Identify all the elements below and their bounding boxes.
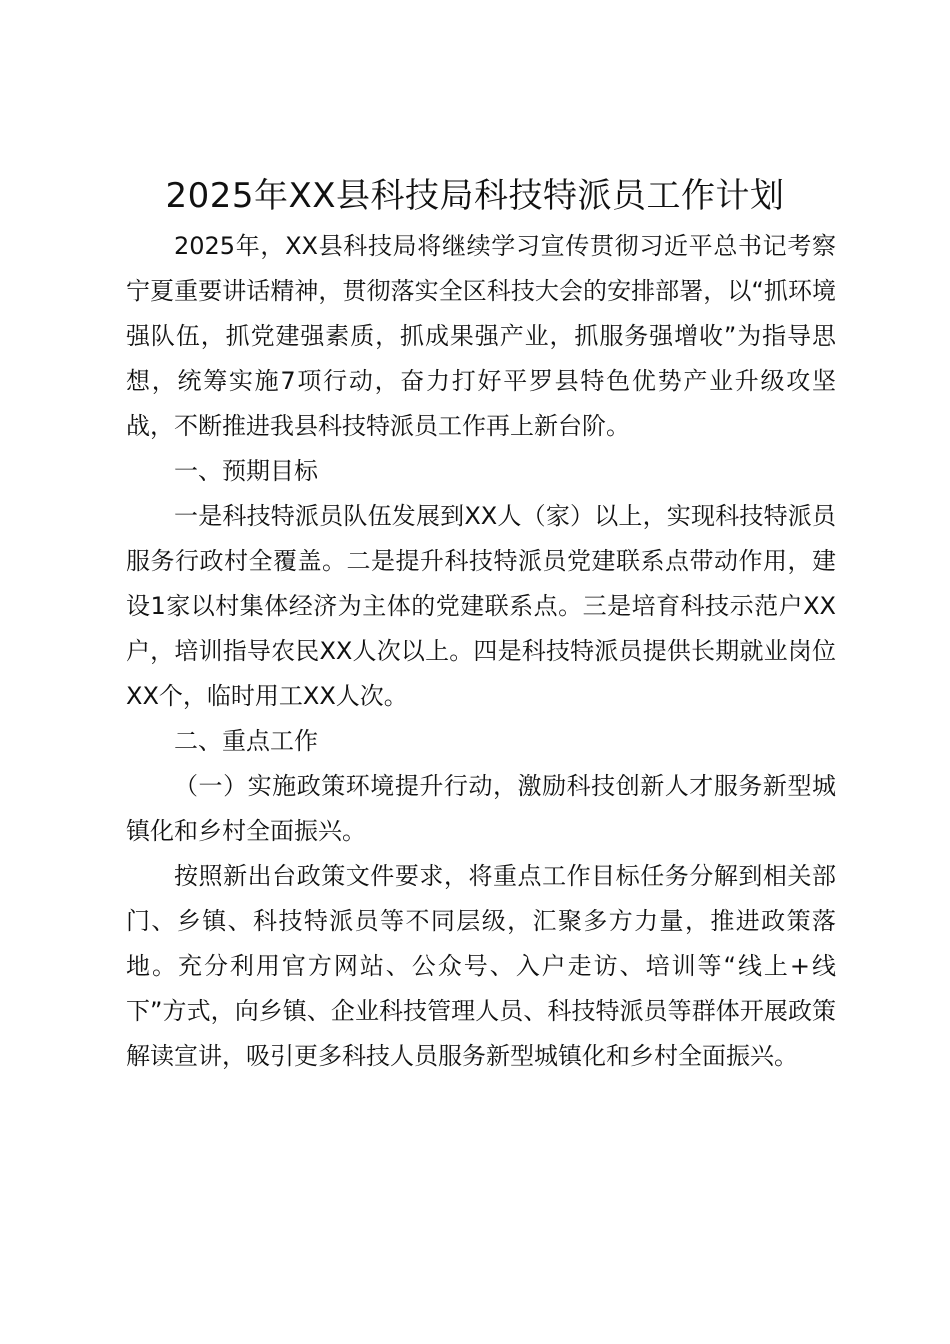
intro-paragraph: 2025年，XX县科技局将继续学习宣传贯彻习近平总书记考察宁夏重要讲话精神，贯彻落实全区科技大会的安排部署，以“抓环境强队伍，抓党建强素质，抓成果强产业，抓服务强增收”为指导思想，统筹实施7项行动，奋力打好平罗县特色优势产业升级攻坚战，不断推进我县科技特派员工作再上新台阶。 — [126, 232, 836, 440]
goals-paragraph: 一是科技特派员队伍发展到XX人（家）以上，实现科技特派员服务行政村全覆盖。二是提升科技特派员党建联系点带动作用，建设1家以村集体经济为主体的党建联系点。三是培育科技示范户XX户，培训指导农民XX人次以上。四是科技特派员提供长期就业岗位XX个，临时用工XX人次。 — [126, 502, 836, 710]
subsection-heading-policy: （一）实施政策环境提升行动，激励科技创新人才服务新型城镇化和乡村全面振兴。 — [126, 772, 836, 845]
section-heading-goals: 一、预期目标 — [174, 457, 318, 485]
policy-paragraph: 按照新出台政策文件要求，将重点工作目标任务分解到相关部门、乡镇、科技特派员等不同层级，汇聚多方力量，推进政策落地。充分利用官方网站、公众号、入户走访、培训等“线上+线下”方式，向乡镇、企业科技管理人员、科技特派员等群体开展政策解读宣讲，吸引更多科技人员服务新型城镇化和乡村全面振兴。 — [126, 862, 836, 1070]
document-title: 2025年XX县科技局科技特派员工作计划 — [165, 176, 785, 216]
section-heading-key-work: 二、重点工作 — [174, 727, 318, 755]
document-body — [126, 224, 836, 1079]
